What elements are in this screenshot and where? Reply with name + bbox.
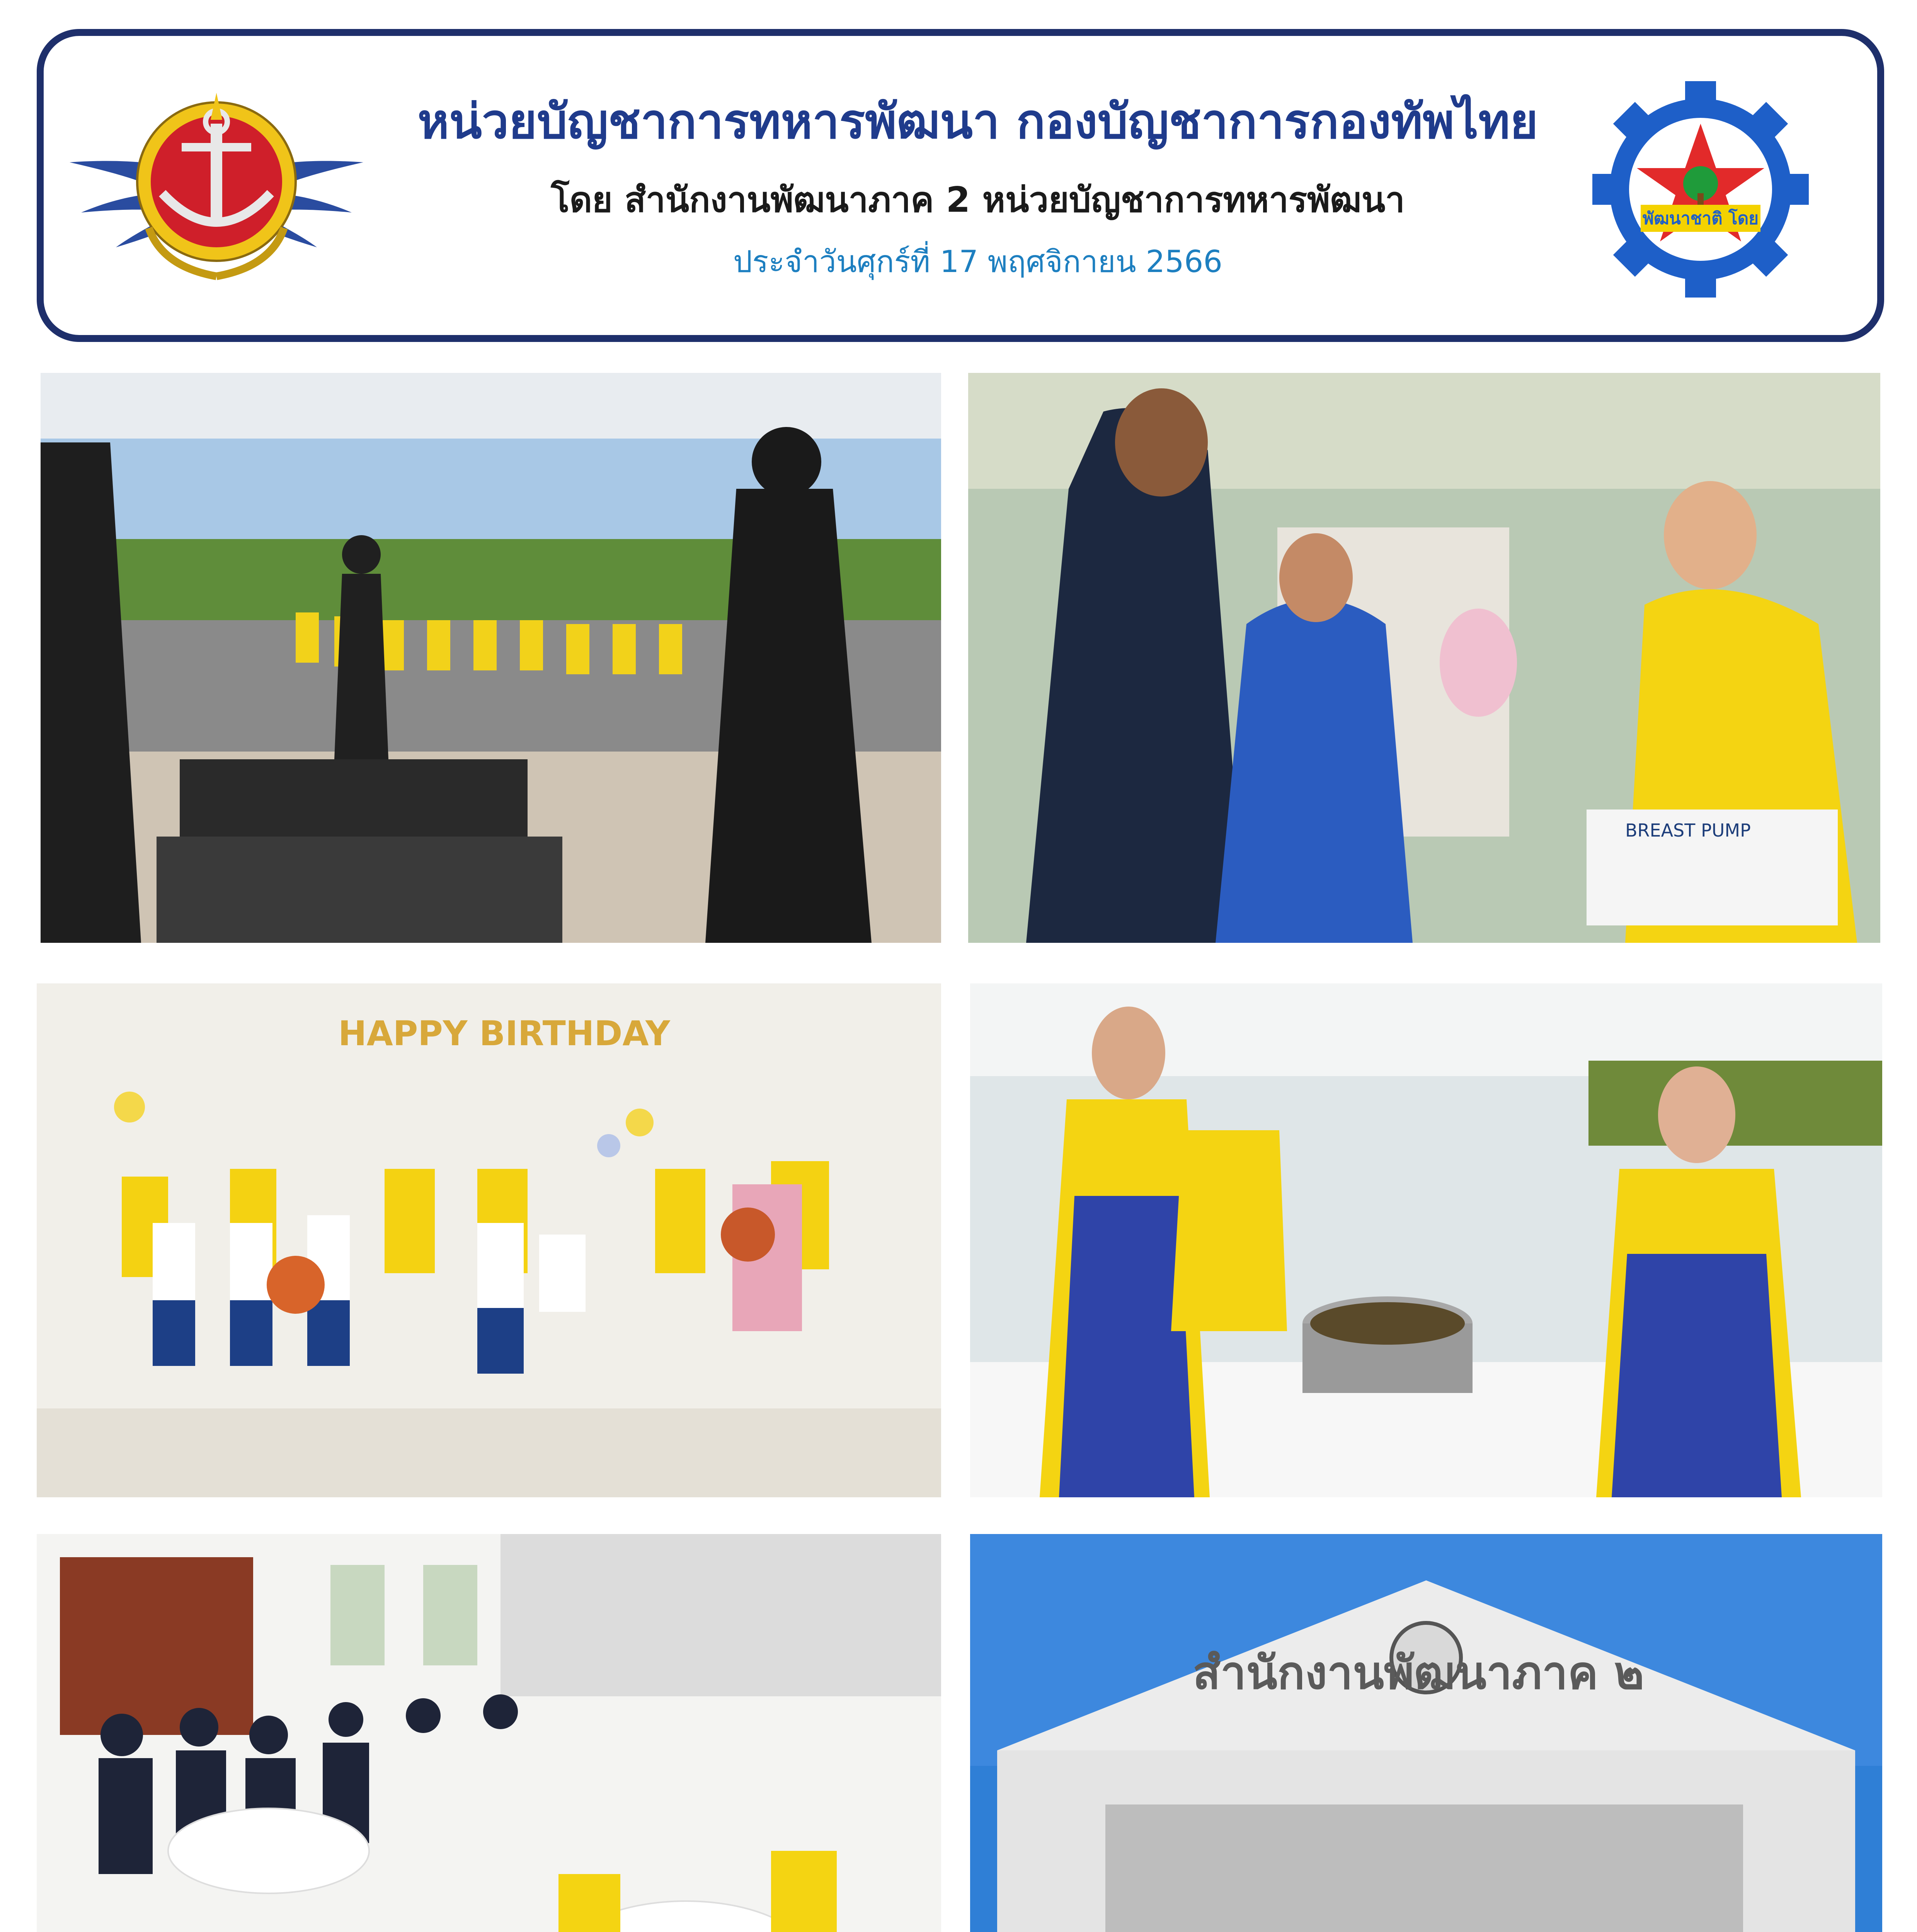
photo-lunch-with-personnel [37, 1534, 941, 1932]
photo-birthday-group [37, 983, 941, 1497]
photo-cooking-activity [970, 983, 1882, 1497]
armed-forces-emblem [66, 66, 367, 298]
page-subtitle: โดย สำนักงานพัฒนาภาค 2 หน่วยบัญชาการทหารพัฒนา [551, 180, 1405, 220]
development-gear-emblem [1588, 77, 1813, 301]
building-sign: สำนักงานพัฒนาภาค ๒ [1192, 1646, 1645, 1699]
emblem-text: พัฒนาชาติ โดย [1643, 209, 1759, 228]
photo-baby-visit [968, 373, 1880, 943]
photo-office-building [970, 1534, 1882, 1932]
photo-monument-ceremony [41, 373, 941, 943]
pump-box-label: BREAST PUMP [1625, 820, 1751, 841]
page-date: ประจำวันศุกร์ที่ 17 พฤศจิกายน 2566 [733, 245, 1222, 279]
page-title: หน่วยบัญชาการทหารพัฒนา กองบัญชาการกองทัพไทย [417, 94, 1538, 150]
birthday-banner: HAPPY BIRTHDAY [338, 1014, 670, 1053]
